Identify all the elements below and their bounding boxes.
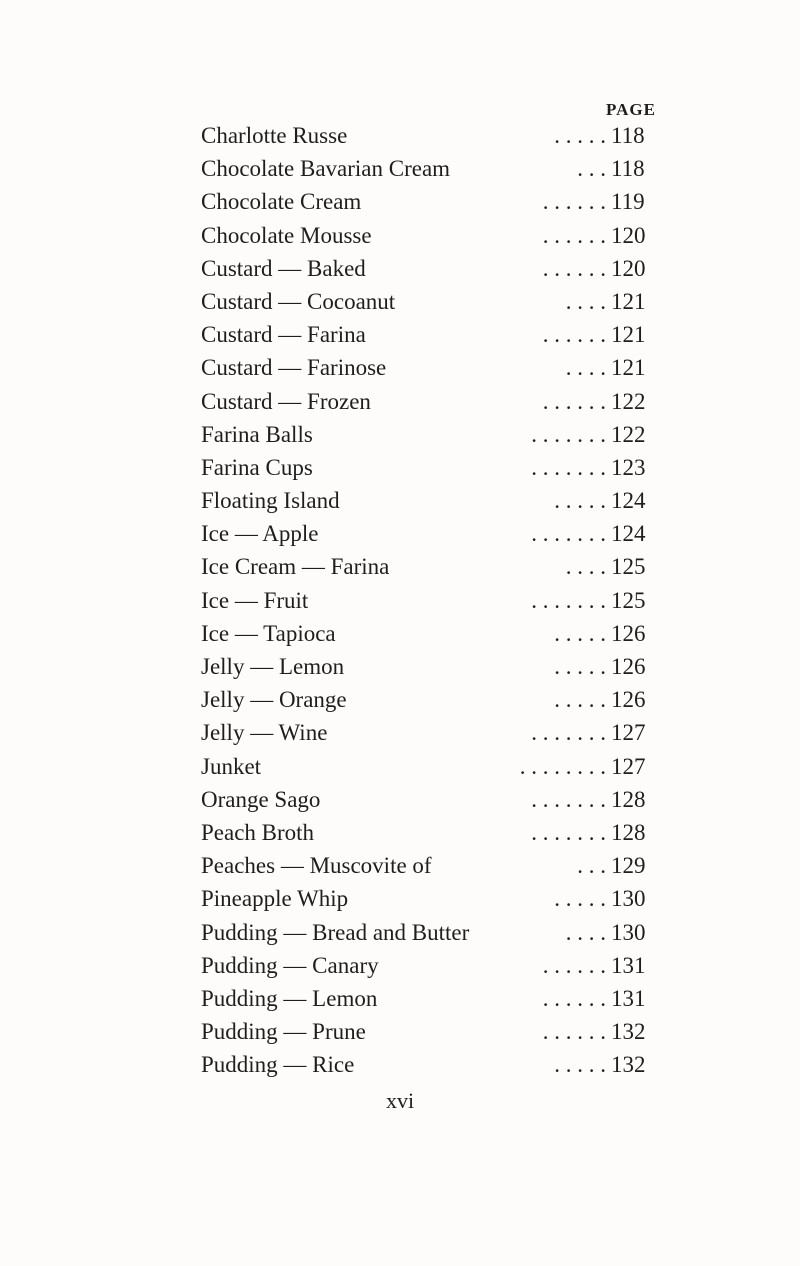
entry-title: Pudding — Prune [201, 1019, 366, 1045]
entry-page-number: 125 [611, 554, 646, 580]
toc-entry [201, 750, 671, 783]
entry-title: Jelly — Wine [201, 720, 328, 746]
leader-dots: . . . . . [554, 1052, 606, 1078]
leader-dots: . . . . . . . [531, 819, 606, 845]
toc-entry [201, 1048, 671, 1081]
toc-entry [201, 119, 671, 152]
entry-page-number: 121 [611, 288, 646, 314]
toc-entry [201, 584, 671, 617]
entry-title: Charlotte Russe [201, 123, 348, 148]
toc-entry [201, 219, 671, 252]
table-of-contents [201, 119, 671, 1081]
toc-entry [201, 1015, 671, 1048]
entry-title: Pudding — Canary [201, 952, 379, 978]
entry-page-number: 131 [611, 985, 646, 1011]
entry-page-number: 132 [611, 1052, 646, 1078]
entry-page-number: 119 [611, 189, 645, 215]
entry-title: Pudding — Lemon [201, 985, 378, 1011]
leader-dots: . . . . . . . [531, 786, 606, 812]
toc-entry [201, 152, 671, 185]
entry-title: Ice — Apple [201, 521, 319, 547]
entry-page-number: 125 [611, 587, 646, 613]
leader-dots: . . . . . . [542, 1019, 606, 1045]
entry-title: Custard — Frozen [201, 388, 371, 414]
entry-title: Jelly — Orange [201, 687, 347, 713]
entry-page-number: 118 [611, 156, 645, 182]
entry-page-number: 124 [611, 521, 646, 547]
toc-entry [201, 351, 671, 384]
entry-page-number: 132 [611, 1019, 646, 1045]
leader-dots: . . . . . . [542, 388, 606, 414]
entry-page-number: 128 [611, 786, 646, 812]
leader-dots: . . . . [565, 355, 606, 381]
entry-title: Pudding — Bread and Butter [201, 919, 470, 945]
entry-page-number: 129 [611, 853, 646, 879]
entry-page-number: 122 [611, 388, 646, 414]
toc-entry [201, 484, 671, 517]
entry-title: Jelly — Lemon [201, 654, 345, 679]
entry-page-number: 127 [611, 720, 646, 746]
entry-title: Chocolate Cream [201, 189, 362, 215]
page-folio: xvi [385, 1088, 415, 1113]
leader-dots: . . . . . [554, 620, 606, 646]
toc-entry [201, 418, 671, 451]
entry-page-number: 122 [611, 421, 646, 447]
leader-dots: . . . . . . . [531, 521, 606, 547]
toc-entry [201, 949, 671, 982]
toc-entry [201, 816, 671, 849]
leader-dots: . . . . . . [542, 952, 606, 978]
leader-dots: . . . . . . [542, 189, 606, 215]
leader-dots: . . . . . [554, 654, 606, 679]
toc-entry [201, 550, 671, 583]
leader-dots: . . . . . . [542, 222, 606, 248]
entry-title: Farina Cups [201, 454, 313, 480]
toc-entry [201, 385, 671, 418]
entry-title: Ice Cream — Farina [201, 554, 390, 580]
toc-entry [201, 982, 671, 1015]
entry-title: Custard — Baked [201, 255, 366, 281]
toc-entry [201, 451, 671, 484]
leader-dots: . . . . . . . [531, 454, 606, 480]
entry-page-number: 126 [611, 620, 646, 646]
entry-page-number: 121 [611, 355, 646, 381]
entry-page-number: 126 [611, 654, 646, 679]
entry-page-number: 124 [611, 488, 646, 514]
entry-title: Floating Island [201, 488, 340, 514]
toc-entry [201, 185, 671, 218]
leader-dots: . . . . . . . . [519, 753, 606, 779]
leader-dots: . . . [577, 853, 606, 879]
entry-page-number: 123 [611, 454, 646, 480]
toc-entry [201, 318, 671, 351]
leader-dots: . . . . . . . [531, 421, 606, 447]
entry-page-number: 120 [611, 255, 646, 281]
toc-entry [201, 252, 671, 285]
leader-dots: . . . . . [554, 488, 606, 514]
leader-dots: . . . . . . [542, 985, 606, 1011]
entry-title: Custard — Farinose [201, 355, 387, 381]
entry-title: Pudding — Rice [201, 1052, 355, 1078]
toc-entry [201, 517, 671, 550]
entry-title: Ice — Fruit [201, 587, 309, 613]
entry-title: Ice — Tapioca [201, 620, 336, 646]
toc-entry [201, 849, 671, 882]
entry-page-number: 130 [611, 919, 646, 945]
toc-entry [201, 882, 671, 915]
toc-entry [201, 916, 671, 949]
entry-title: Custard — Farina [201, 322, 366, 348]
leader-dots: . . . . . [554, 123, 606, 148]
entry-page-number: 127 [611, 753, 646, 779]
page-column-heading: PAGE [606, 100, 656, 119]
toc-entry [201, 783, 671, 816]
leader-dots: . . . . [565, 554, 606, 580]
entry-page-number: 131 [611, 952, 646, 978]
leader-dots: . . . . . . [542, 255, 606, 281]
leader-dots: . . . . . [554, 886, 606, 912]
leader-dots: . . . . [565, 919, 606, 945]
entry-title: Chocolate Bavarian Cream [201, 156, 451, 182]
entry-title: Junket [201, 753, 262, 779]
leader-dots: . . . [577, 156, 606, 182]
entry-title: Pineapple Whip [201, 886, 349, 912]
toc-entry [201, 617, 671, 650]
entry-title: Peach Broth [201, 819, 315, 845]
entry-page-number: 128 [611, 819, 646, 845]
entry-page-number: 126 [611, 687, 646, 713]
leader-dots: . . . . . [554, 687, 606, 713]
entry-title: Peaches — Muscovite of [201, 853, 432, 879]
toc-entry [201, 683, 671, 716]
entry-page-number: 121 [611, 322, 646, 348]
toc-entry [201, 716, 671, 749]
entry-page-number: 130 [611, 886, 646, 912]
leader-dots: . . . . . . . [531, 720, 606, 746]
leader-dots: . . . . . . . [531, 587, 606, 613]
leader-dots: . . . . [565, 288, 606, 314]
toc-entry [201, 285, 671, 318]
entry-title: Chocolate Mousse [201, 222, 372, 248]
toc-entry [201, 650, 671, 683]
entry-page-number: 120 [611, 222, 646, 248]
leader-dots: . . . . . . [542, 322, 606, 348]
entry-page-number: 118 [611, 123, 645, 148]
entry-title: Custard — Cocoanut [201, 288, 396, 314]
entry-title: Farina Balls [201, 421, 313, 447]
entry-title: Orange Sago [201, 786, 321, 812]
